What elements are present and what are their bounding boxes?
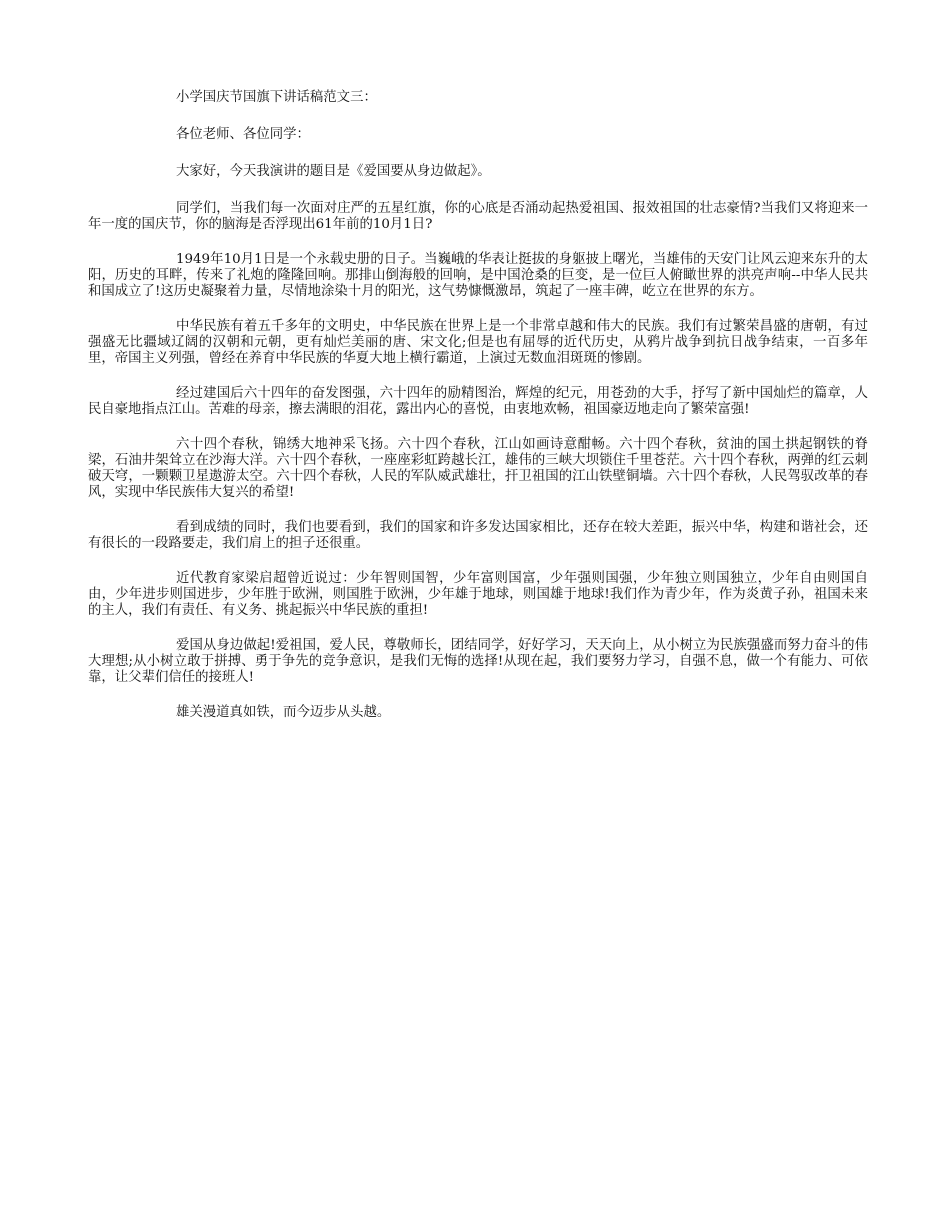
paragraph-4: 中华民族有着五千多年的文明史，中华民族在世界上是一个非常卓越和伟大的民族。我们有过繁荣昌盛的唐朝，有过强盛无比疆域辽阔的汉朝和元朝，更有灿烂美丽的唐、宋文化;但是也有屈辱的近代历史，从鸦片战争到抗日战争结束，一百多年里，帝国主义列强，曾经在养育中华民族的华夏大地上横行霸道，上演过无数血泪斑斑的惨剧。 — [88, 319, 868, 366]
paragraph-10: 雄关漫道真如铁，而今迈步从头越。 — [176, 705, 391, 720]
paragraph-8: 近代教育家梁启超曾近说过：少年智则国智，少年富则国富，少年强则国强，少年独立则国独立，少年自由则国自由，少年进步则国进步，少年胜于欧洲，则国胜于欧洲，少年雄于地球，则国雄于地球!我们作为青少年，作为炎黄子孙，祖国未来的主人，我们有责任、有义务、挑起振兴中华民族的重担! — [88, 571, 868, 618]
paragraph-7: 看到成绩的同时，我们也要看到，我们的国家和许多发达国家相比，还存在较大差距，振兴中华，构建和谐社会，还有很长的一段路要走，我们肩上的担子还很重。 — [88, 520, 868, 551]
document-title: 小学国庆节国旗下讲话稿范文三： — [176, 90, 377, 105]
paragraph-5: 经过建国后六十四年的奋发图强，六十四年的励精图治，辉煌的纪元，用苍劲的大手，抒写了新中国灿烂的篇章，人民自豪地指点江山。苦难的母亲，擦去满眼的泪花，露出内心的喜悦，由衷地欢畅，祖国豪迈地走向了繁荣富强! — [88, 386, 868, 417]
greeting: 各位老师、各位同学： — [176, 127, 310, 142]
paragraph-1: 大家好，今天我演讲的题目是《爱国要从身边做起》。 — [176, 164, 491, 179]
paragraph-9: 爱国从身边做起!爱祖国，爱人民，尊敬师长，团结同学，好好学习，天天向上，从小树立为民族强盛而努力奋斗的伟大理想;从小树立敢于拼搏、勇于争先的竞争意识，是我们无悔的选择!从现在起，我们要努力学习，自强不息，做一个有能力、可依靠，让父辈们信任的接班人! — [88, 638, 868, 685]
paragraph-6: 六十四个春秋，锦绣大地神采飞扬。六十四个春秋，江山如画诗意酣畅。六十四个春秋，贫油的国土拱起钢铁的脊梁，石油井架耸立在沙海大洋。六十四个春秋，一座座彩虹跨越长江，雄伟的三峡大坝锁住千里苍茫。六十四个春秋，两弹的红云刺破天穹，一颗颗卫星遨游太空。六十四个春秋，人民的军队威武雄壮，扞卫祖国的江山铁壁铜墙。六十四个春秋，人民驾驭改革的春风，实现中华民族伟大复兴的希望! — [88, 437, 868, 500]
paragraph-2: 同学们，当我们每一次面对庄严的五星红旗，你的心底是否涌动起热爱祖国、报效祖国的壮志豪情?当我们又将迎来一年一度的国庆节，你的脑海是否浮现出61年前的10月1日? — [88, 201, 868, 232]
paragraph-3: 1949年10月1日是一个永载史册的日子。当巍峨的华表让挺拔的身躯披上曙光，当雄伟的天安门让风云迎来东升的太阳，历史的耳畔，传来了礼炮的隆隆回响。那排山倒海般的回响，是中国沧桑的巨变，是一位巨人俯瞰世界的洪亮声响--中华人民共和国成立了!这历史凝聚着力量，尽情地涂染十月的阳光，这气势慷慨激昂，筑起了一座丰碑，屹立在世界的东方。 — [88, 252, 868, 299]
speech-text — [88, 90, 868, 740]
